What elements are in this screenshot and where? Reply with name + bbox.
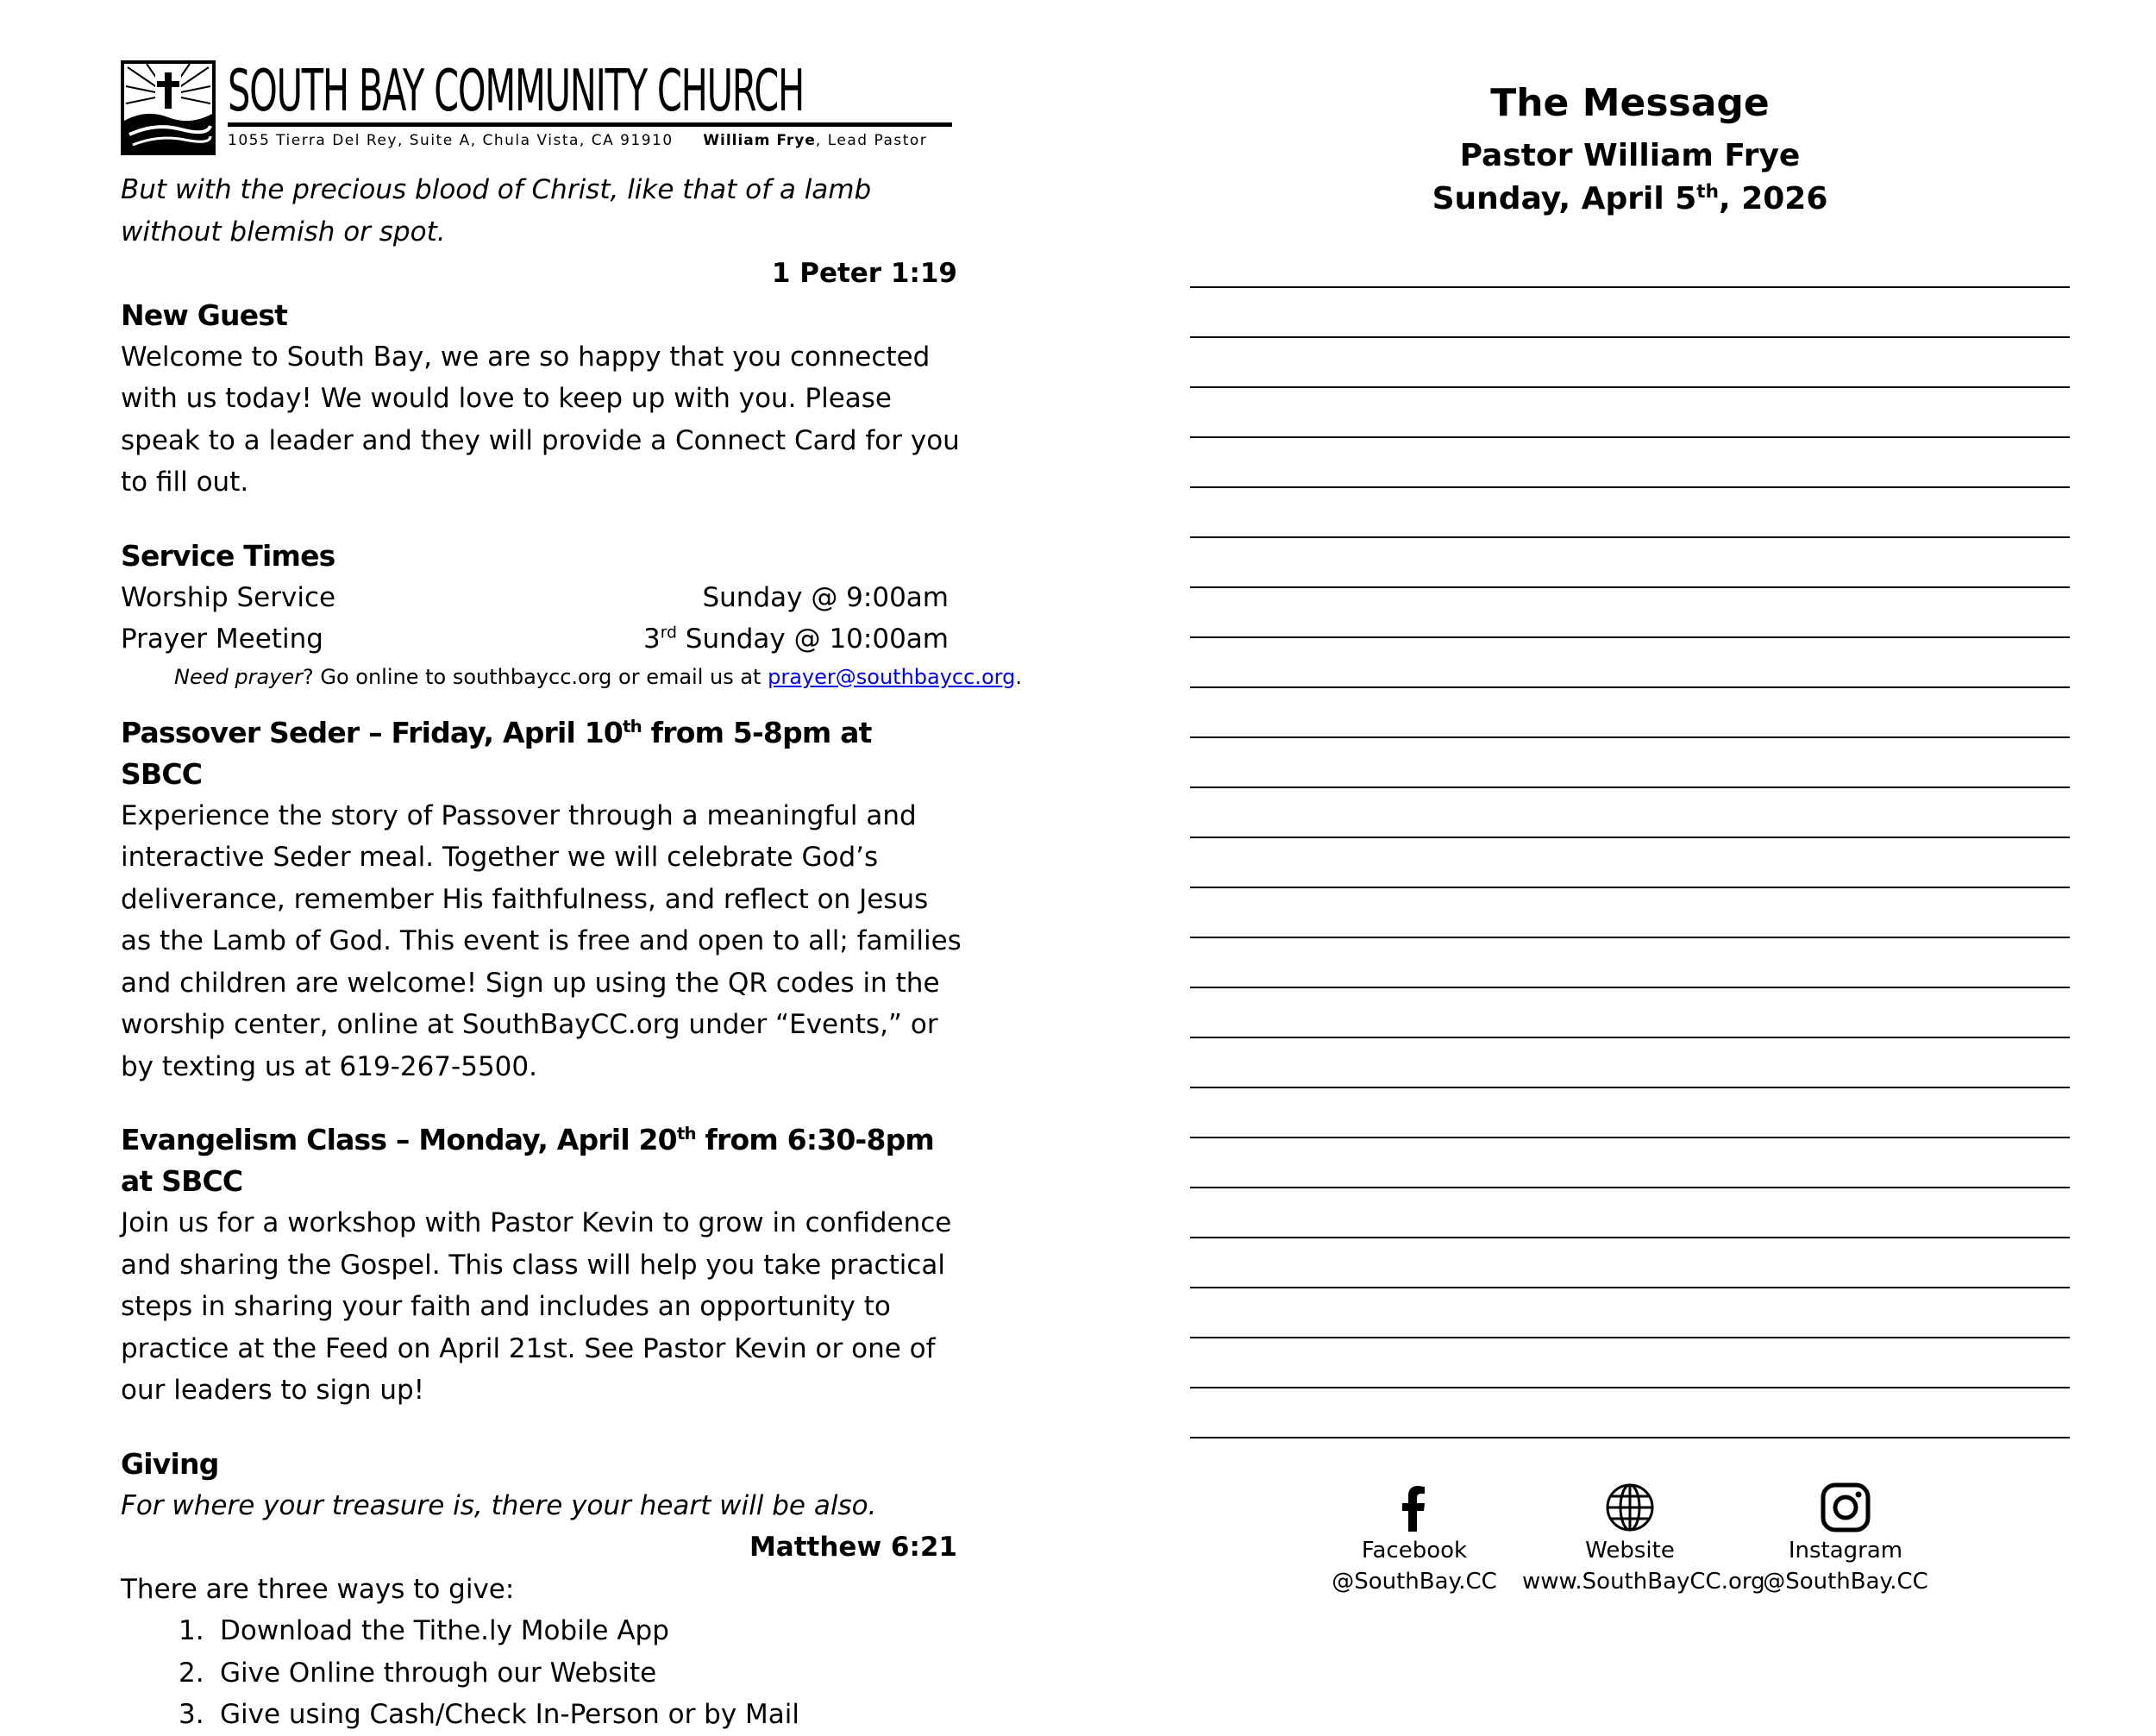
note-line bbox=[1190, 1238, 2070, 1288]
social-links bbox=[1190, 1482, 2070, 1597]
service-times-heading: Service Times bbox=[121, 538, 335, 573]
social-handle: @SouthBay.CC bbox=[1763, 1569, 1928, 1595]
message-pastor: Pastor William Frye bbox=[1459, 138, 1801, 173]
evangelism-heading: Evangelism Class – Monday, April 20th from 6:30-8pm at SBCC bbox=[121, 1123, 935, 1198]
service-name: Worship Service bbox=[121, 581, 336, 613]
note-line bbox=[1190, 388, 2070, 438]
church-logo-icon bbox=[121, 60, 216, 155]
church-address-line bbox=[228, 132, 956, 149]
note-line bbox=[1190, 838, 2070, 888]
globe-icon bbox=[1604, 1482, 1656, 1533]
note-line bbox=[1190, 738, 2070, 788]
prayer-email-link[interactable]: prayer@southbaycc.org bbox=[768, 664, 1016, 689]
church-name-block bbox=[228, 60, 956, 149]
message-title: The Message bbox=[1490, 81, 1770, 125]
new-guest-body: Welcome to South Bay, we are so happy that you connected with us today! We would love to keep up with you. Please speak to a leader and they will provide a Connect Card for you to fill out. bbox=[121, 341, 960, 498]
note-line bbox=[1190, 688, 2070, 738]
service-time: 3rd Sunday @ 10:00am bbox=[643, 624, 949, 655]
social-website[interactable] bbox=[1522, 1482, 1765, 1597]
social-facebook[interactable] bbox=[1307, 1482, 1522, 1597]
list-item: 2. Give Online through our Website bbox=[179, 1657, 657, 1689]
note-line bbox=[1190, 338, 2070, 388]
note-line bbox=[1190, 238, 2070, 288]
note-line bbox=[1190, 438, 2070, 488]
social-label: Facebook bbox=[1361, 1538, 1468, 1564]
facebook-icon bbox=[1388, 1482, 1440, 1533]
note-line bbox=[1190, 488, 2070, 538]
social-handle: @SouthBay.CC bbox=[1332, 1569, 1497, 1595]
notes-area[interactable] bbox=[1190, 238, 2070, 1438]
lead-pastor-title: , Lead Pastor bbox=[815, 132, 928, 149]
lead-pastor-name: William Frye bbox=[703, 132, 816, 149]
service-row-worship bbox=[121, 577, 962, 619]
note-line bbox=[1190, 788, 2070, 838]
giving-list bbox=[121, 1610, 962, 1736]
evangelism-body: Join us for a workshop with Pastor Kevin to grow in confidence and sharing the Gospel. This class will help you take practical steps in sharing your faith and includes an opportunity to practice at the Feed on April 21st. See Pastor Kevin or one of our leaders to sign up! bbox=[121, 1207, 952, 1406]
note-line bbox=[1190, 1338, 2070, 1388]
note-line bbox=[1190, 538, 2070, 588]
church-address: 1055 Tierra Del Rey, Suite A, Chula Vista, CA 91910 bbox=[228, 132, 674, 149]
note-line bbox=[1190, 1088, 2070, 1138]
note-line bbox=[1190, 1388, 2070, 1438]
note-line bbox=[1190, 288, 2070, 338]
list-item: 1. Download the Tithe.ly Mobile App bbox=[179, 1615, 669, 1646]
social-instagram[interactable] bbox=[1738, 1482, 1953, 1597]
left-column bbox=[121, 60, 1022, 1736]
right-column bbox=[1190, 78, 2070, 1597]
note-line bbox=[1190, 938, 2070, 988]
giving-verse-reference: Matthew 6:21 bbox=[749, 1532, 957, 1563]
church-name: SOUTH BAY COMMUNITY CHURCH bbox=[228, 60, 805, 121]
note-line bbox=[1190, 1138, 2070, 1188]
giving-heading: Giving bbox=[121, 1446, 219, 1481]
social-label: Instagram bbox=[1788, 1538, 1903, 1564]
social-handle: www.SouthBayCC.org bbox=[1522, 1569, 1765, 1595]
list-item: 3. Give using Cash/Check In-Person or by Mail bbox=[179, 1699, 800, 1730]
name-divider bbox=[228, 122, 952, 127]
service-row-prayer bbox=[121, 618, 962, 661]
note-line bbox=[1190, 1288, 2070, 1338]
note-line bbox=[1190, 888, 2070, 938]
passover-heading: Passover Seder – Friday, April 10th from 5-8pm at SBCC bbox=[121, 715, 872, 791]
opening-verse: But with the precious blood of Christ, like that of a lamb without blemish or spot. bbox=[121, 174, 872, 248]
instagram-icon bbox=[1820, 1482, 1871, 1533]
new-guest-heading: New Guest bbox=[121, 298, 288, 332]
note-line bbox=[1190, 588, 2070, 638]
giving-intro: There are three ways to give: bbox=[121, 1573, 515, 1605]
church-header bbox=[121, 60, 962, 172]
message-date: Sunday, April 5th, 2026 bbox=[1432, 181, 1828, 216]
giving-verse: For where your treasure is, there your heart will be also. bbox=[121, 1489, 877, 1521]
opening-verse-reference: 1 Peter 1:19 bbox=[771, 258, 957, 289]
note-line bbox=[1190, 638, 2070, 688]
service-name: Prayer Meeting bbox=[121, 624, 323, 655]
note-line bbox=[1190, 988, 2070, 1038]
service-time: Sunday @ 9:00am bbox=[702, 581, 949, 613]
prayer-note: Need prayer? Go online to southbaycc.org or email us at prayer@southbaycc.org. bbox=[174, 664, 1022, 689]
note-line bbox=[1190, 1038, 2070, 1088]
social-label: Website bbox=[1585, 1538, 1675, 1564]
note-line bbox=[1190, 1188, 2070, 1238]
passover-body: Experience the story of Passover through a meaningful and interactive Seder meal. Together we will celebrate God’s deliverance, remember His faithfulness, and reflect on Jesus as the Lamb of God. This event is free and open to all; families and children are welcome! Sign up using the QR codes in the worship center, online at SouthBayCC.org under “Events,” or by texting us at 619-267-5500. bbox=[121, 799, 962, 1082]
